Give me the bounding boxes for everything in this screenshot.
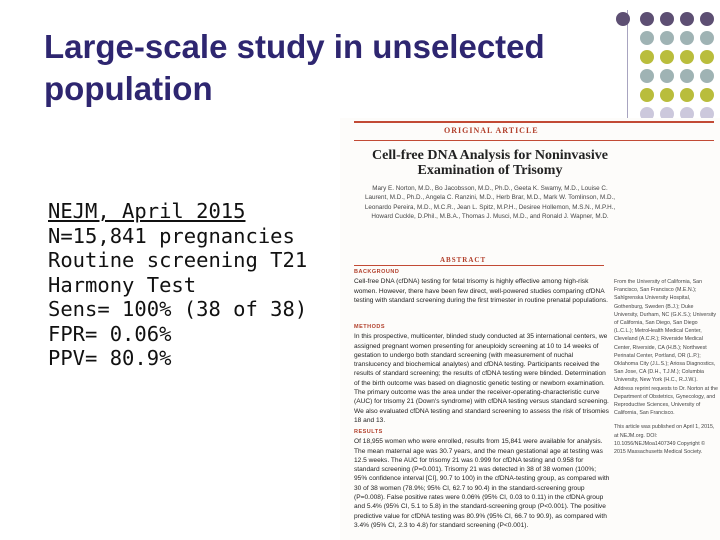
abstract-background: [354, 268, 610, 305]
background-text: Cell-free DNA (cfDNA) testing for fetal trisomy is highly effective among high-risk women. However, there have been few direct, well-powered studies comparing cfDNA testing with standard screening during the first trimester in routine prenatal populations.: [354, 278, 608, 304]
decorative-dot: [700, 12, 714, 26]
decorative-dot: [700, 50, 714, 64]
decorative-dot: [680, 69, 694, 83]
decorative-dot: [660, 88, 674, 102]
paper-title: Cell-free DNA Analysis for Noninvasive Examination of Trisomy: [372, 148, 608, 178]
decorative-dot: [700, 31, 714, 45]
decorative-dot: [700, 69, 714, 83]
abstract-heading: ABSTRACT: [440, 256, 487, 264]
methods-heading: METHODS: [354, 324, 385, 330]
bullet-item: NEJM, April 2015: [48, 199, 246, 223]
results-heading: RESULTS: [354, 429, 383, 435]
decorative-dot: [680, 50, 694, 64]
decorative-dot: [640, 88, 654, 102]
decorative-dot: [616, 12, 630, 26]
decorative-divider: [627, 10, 628, 118]
abstract-results: [354, 428, 610, 530]
publication-note: This article was published on April 1, 2015, at NEJM.org. DOI: 10.1056/NEJMoa1407349 Copyright © 2015 Massachusetts Medical Society.: [614, 424, 715, 456]
decorative-dot: [660, 50, 674, 64]
paper-rule-top: [354, 121, 714, 123]
bullet-item: N=15,841 pregnancies: [48, 223, 295, 248]
paper-authors: Mary E. Norton, M.D., Bo Jacobsson, M.D., Ph.D., Geeta K. Swamy, M.D., Louise C. Laurent, M.D., Ph.D., Angela C. Ranzini, M.D., Herb Brar, M.D., Mark W. Tomlinson, M.D., Leonardo Pereira, M.D., M.C.R., Jean L. Spitz, M.P.H., Desiree Hollemon, M.S.N., M.P.H., Howard Cuckle, D.Phil., M.B.A., Thomas J. Musci, M.D., and Ronald J. Wapner, M.D.: [364, 185, 616, 220]
bullet-item: FPR= 0.06%: [48, 321, 172, 346]
decorative-dot: [660, 31, 674, 45]
paper-section-label: ORIGINAL ARTICLE: [444, 126, 539, 135]
decorative-dot: [680, 12, 694, 26]
methods-text: In this prospective, multicenter, blinded study conducted at 35 international centers, we assigned pregnant women presenting for aneuploidy screening at 10 to 14 weeks of gestation to undergo both standard screening (with measurement of nuchal translucency and biochemical analytes) and cfDNA testing. Participants received the results of standard screening; the results of cfDNA testing were blinded. Determination of the birth outcome was based on diagnostic genetic testing or newborn examination. The primary outcome was the area under the receiver-operating-characteristic curve (AUC) for trisomy 21 (Down's syndrome) with cfDNA testing versus standard screening. We also evaluated cfDNA testing and standard screening to assess the risk of trisomies 18 and 13.: [354, 333, 609, 424]
results-text: Of 18,955 women who were enrolled, results from 15,841 were available for analysis. The mean maternal age was 30.7 years, and the mean gestational age at testing was 12.5 weeks. The AUC for trisomy 21 was 0.999 for cfDNA testing and 0.958 for standard screening (P=0.001). Trisomy 21 was detected in 38 of 38 women (100%; 95% confidence interval [CI], 90.7 to 100) in the cfDNA-testing group, as compared with 30 of 38 women (78.9%; 95% CI, 62.7 to 90.4) in the standard-screening group (P=0.008). False positive rates were 0.06% (95% CI, 0.03 to 0.11) in the cfDNA group and 5.4% (95% CI, 5.1 to 5.8) in the standard-screening group (P<0.001). The positive predictive value for cfDNA testing was 80.9% (95% CI, 66.7 to 90.9), as compared with 3.4% (95% CI, 2.3 to 4.8) for standard screening (P<0.001).: [354, 438, 610, 529]
slide-title: Large-scale study in unselected population: [44, 28, 545, 107]
decorative-dot: [680, 31, 694, 45]
abstract-methods: [354, 323, 610, 425]
paper-excerpt-image: [340, 118, 720, 540]
bullet-item: Sens= 100% (38 of 38): [48, 297, 308, 321]
decorative-dot: [660, 12, 674, 26]
decorative-dot: [680, 88, 694, 102]
bullet-item: Routine screening T21: [48, 248, 308, 272]
decorative-dot: [660, 69, 674, 83]
background-heading: BACKGROUND: [354, 269, 400, 275]
decorative-dot: [700, 88, 714, 102]
decorative-dot: [640, 31, 654, 45]
bullet-item: PPV= 80.9%: [48, 346, 172, 370]
bullet-item: Harmony Test: [48, 272, 197, 297]
affiliations-text: From the University of California, San Francisco, San Francisco (M.E.N.); Sahlgrenska University Hospital, Gothenburg, Sweden (B.J.); Duke University, Durham, NC (G.K.S.); University of California, San Diego, San Diego (L.C.L.); MetroHealth Medical Center, Cleveland (A.C.R.); Riverside Medical Center, Riverside, CA (H.B.); Northwest Perinatal Center, Portland, OR (L.P.); Oklahoma City (J.L.S.); Ariosa Diagnostics, San Jose, CA (D.H., T.J.M.); Columbia University, New York (H.C., R.J.W.). Address reprint requests to Dr. Norton at the Department of Obstetrics, Gynecology, and Reproductive Sciences, University of California, San Francisco.: [614, 279, 718, 417]
abstract-rule: [354, 265, 604, 266]
decorative-dot: [640, 12, 654, 26]
paper-affiliations: [614, 278, 718, 456]
decorative-dot: [640, 50, 654, 64]
decorative-dot: [640, 69, 654, 83]
bullet-list: [48, 199, 307, 371]
paper-rule: [354, 140, 714, 141]
